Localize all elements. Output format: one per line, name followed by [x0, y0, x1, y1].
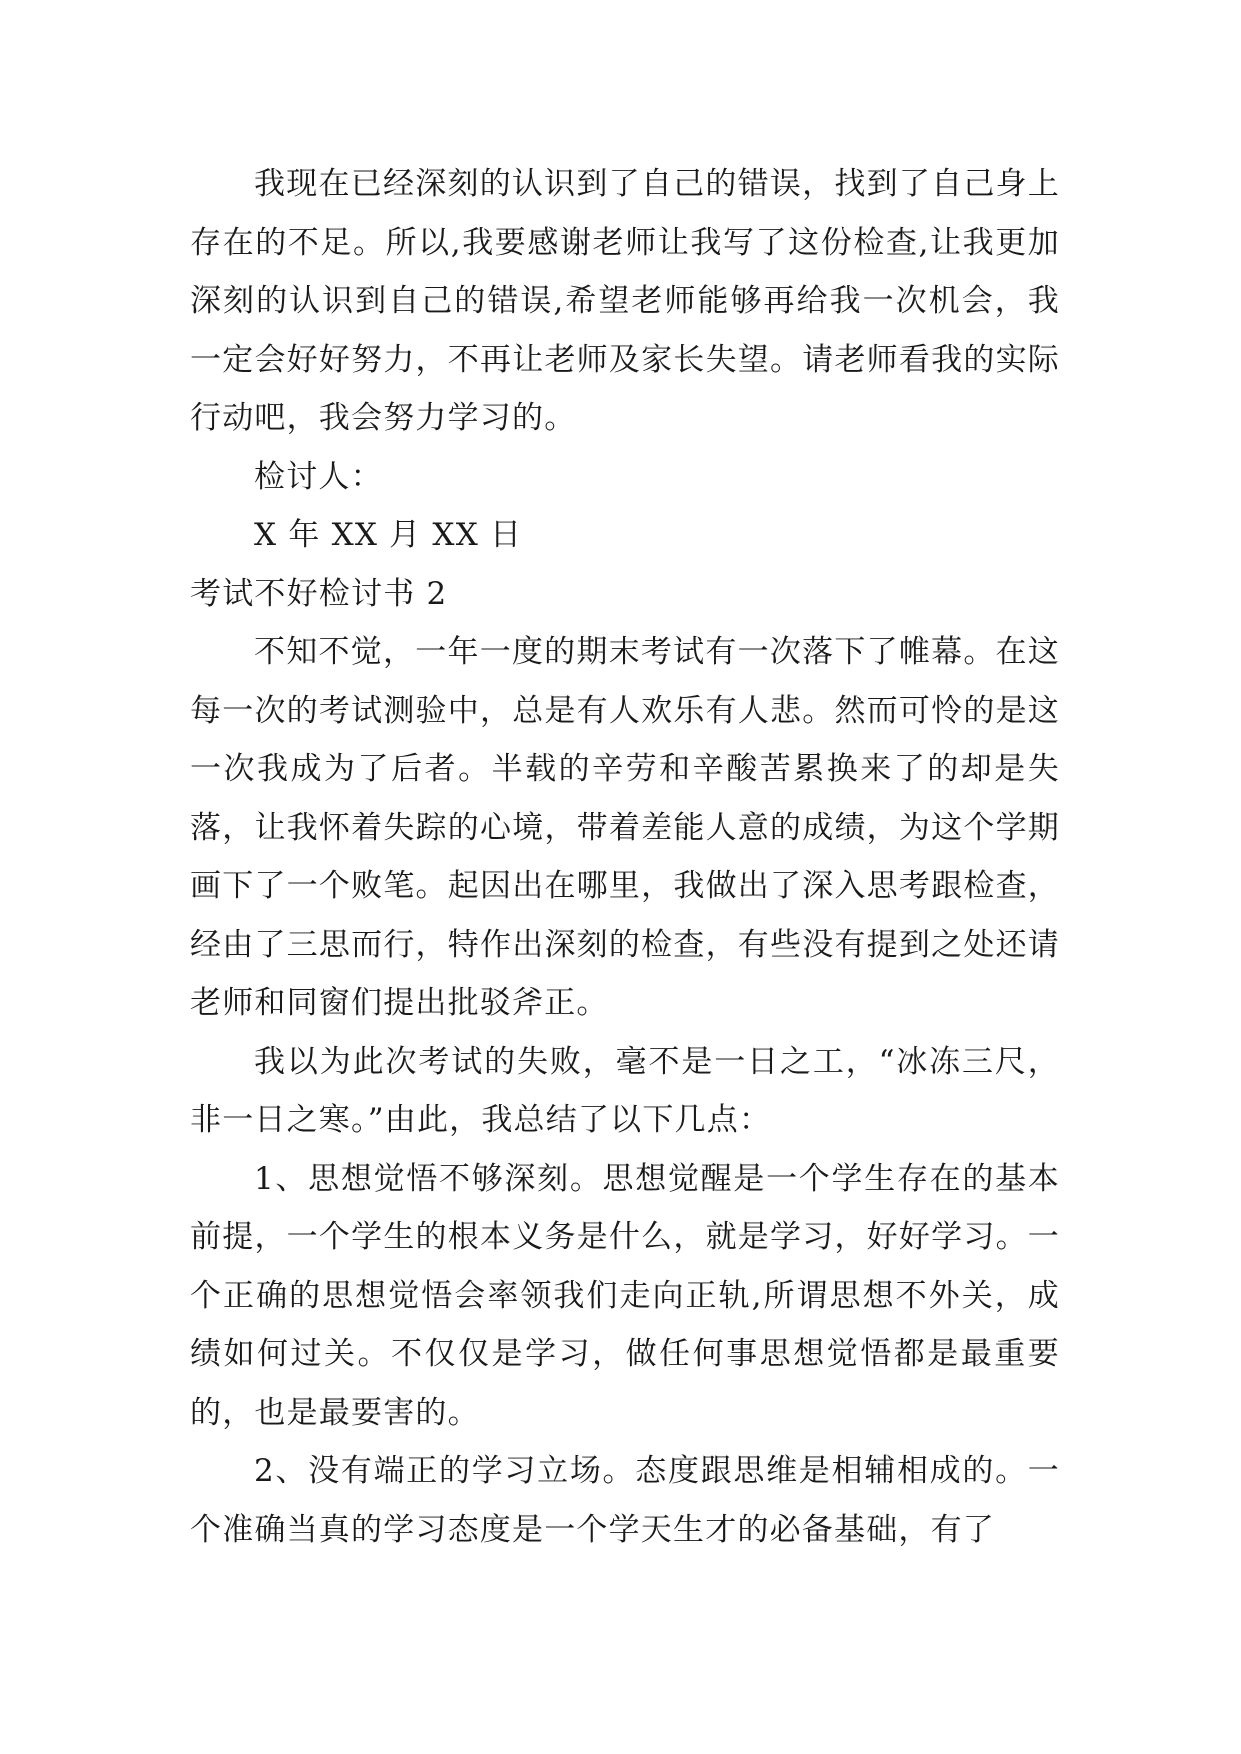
paragraph-point-2: 2、没有端正的学习立场。态度跟思维是相辅相成的。一个准确当真的学习态度是一个学天生才的必备基础，有了 [190, 1453, 1060, 1548]
document-body [190, 155, 1060, 1559]
paragraph-intro: 不知不觉，一年一度的期末考试有一次落下了帷幕。在这每一次的考试测验中，总是有人欢乐有人悲。然而可怜的是这一次我成为了后者。半载的辛劳和辛酸苦累换来了的却是失落，让我怀着失踪的心境，带着差能人意的成绩，为这个学期画下了一个败笔。起因出在哪里，我做出了深入思考跟检查，经由了三思而行，特作出深刻的检查，有些没有提到之处还请老师和同窗们提出批驳斧正。 [190, 634, 1060, 1021]
paragraph-summary: 我以为此次考试的失败，毫不是一日之工，“冰冻三尺，非一日之寒。”由此，我总结了以下几点： [190, 1043, 1060, 1138]
date-line: X 年 XX 月 XX 日 [254, 517, 523, 553]
signature-label: 检讨人： [254, 458, 383, 495]
section-title: 考试不好检讨书 2 [190, 575, 448, 612]
paragraph-apology-conclusion: 我现在已经深刻的认识到了自己的错误，找到了自己身上存在的不足。所以,我要感谢老师让我写了这份检查,让我更加深刻的认识到自己的错误,希望老师能够再给我一次机会，我一定会好好努力，不再让老师及家长失望。请老师看我的实际行动吧，我会努力学习的。 [190, 166, 1060, 436]
paragraph-point-1: 1、思想觉悟不够深刻。思想觉醒是一个学生存在的基本前提，一个学生的根本义务是什么，就是学习，好好学习。一个正确的思想觉悟会率领我们走向正轨,所谓思想不外关，成绩如何过关。不仅仅是学习，做任何事思想觉悟都是最重要的，也是最要害的。 [190, 1160, 1060, 1431]
